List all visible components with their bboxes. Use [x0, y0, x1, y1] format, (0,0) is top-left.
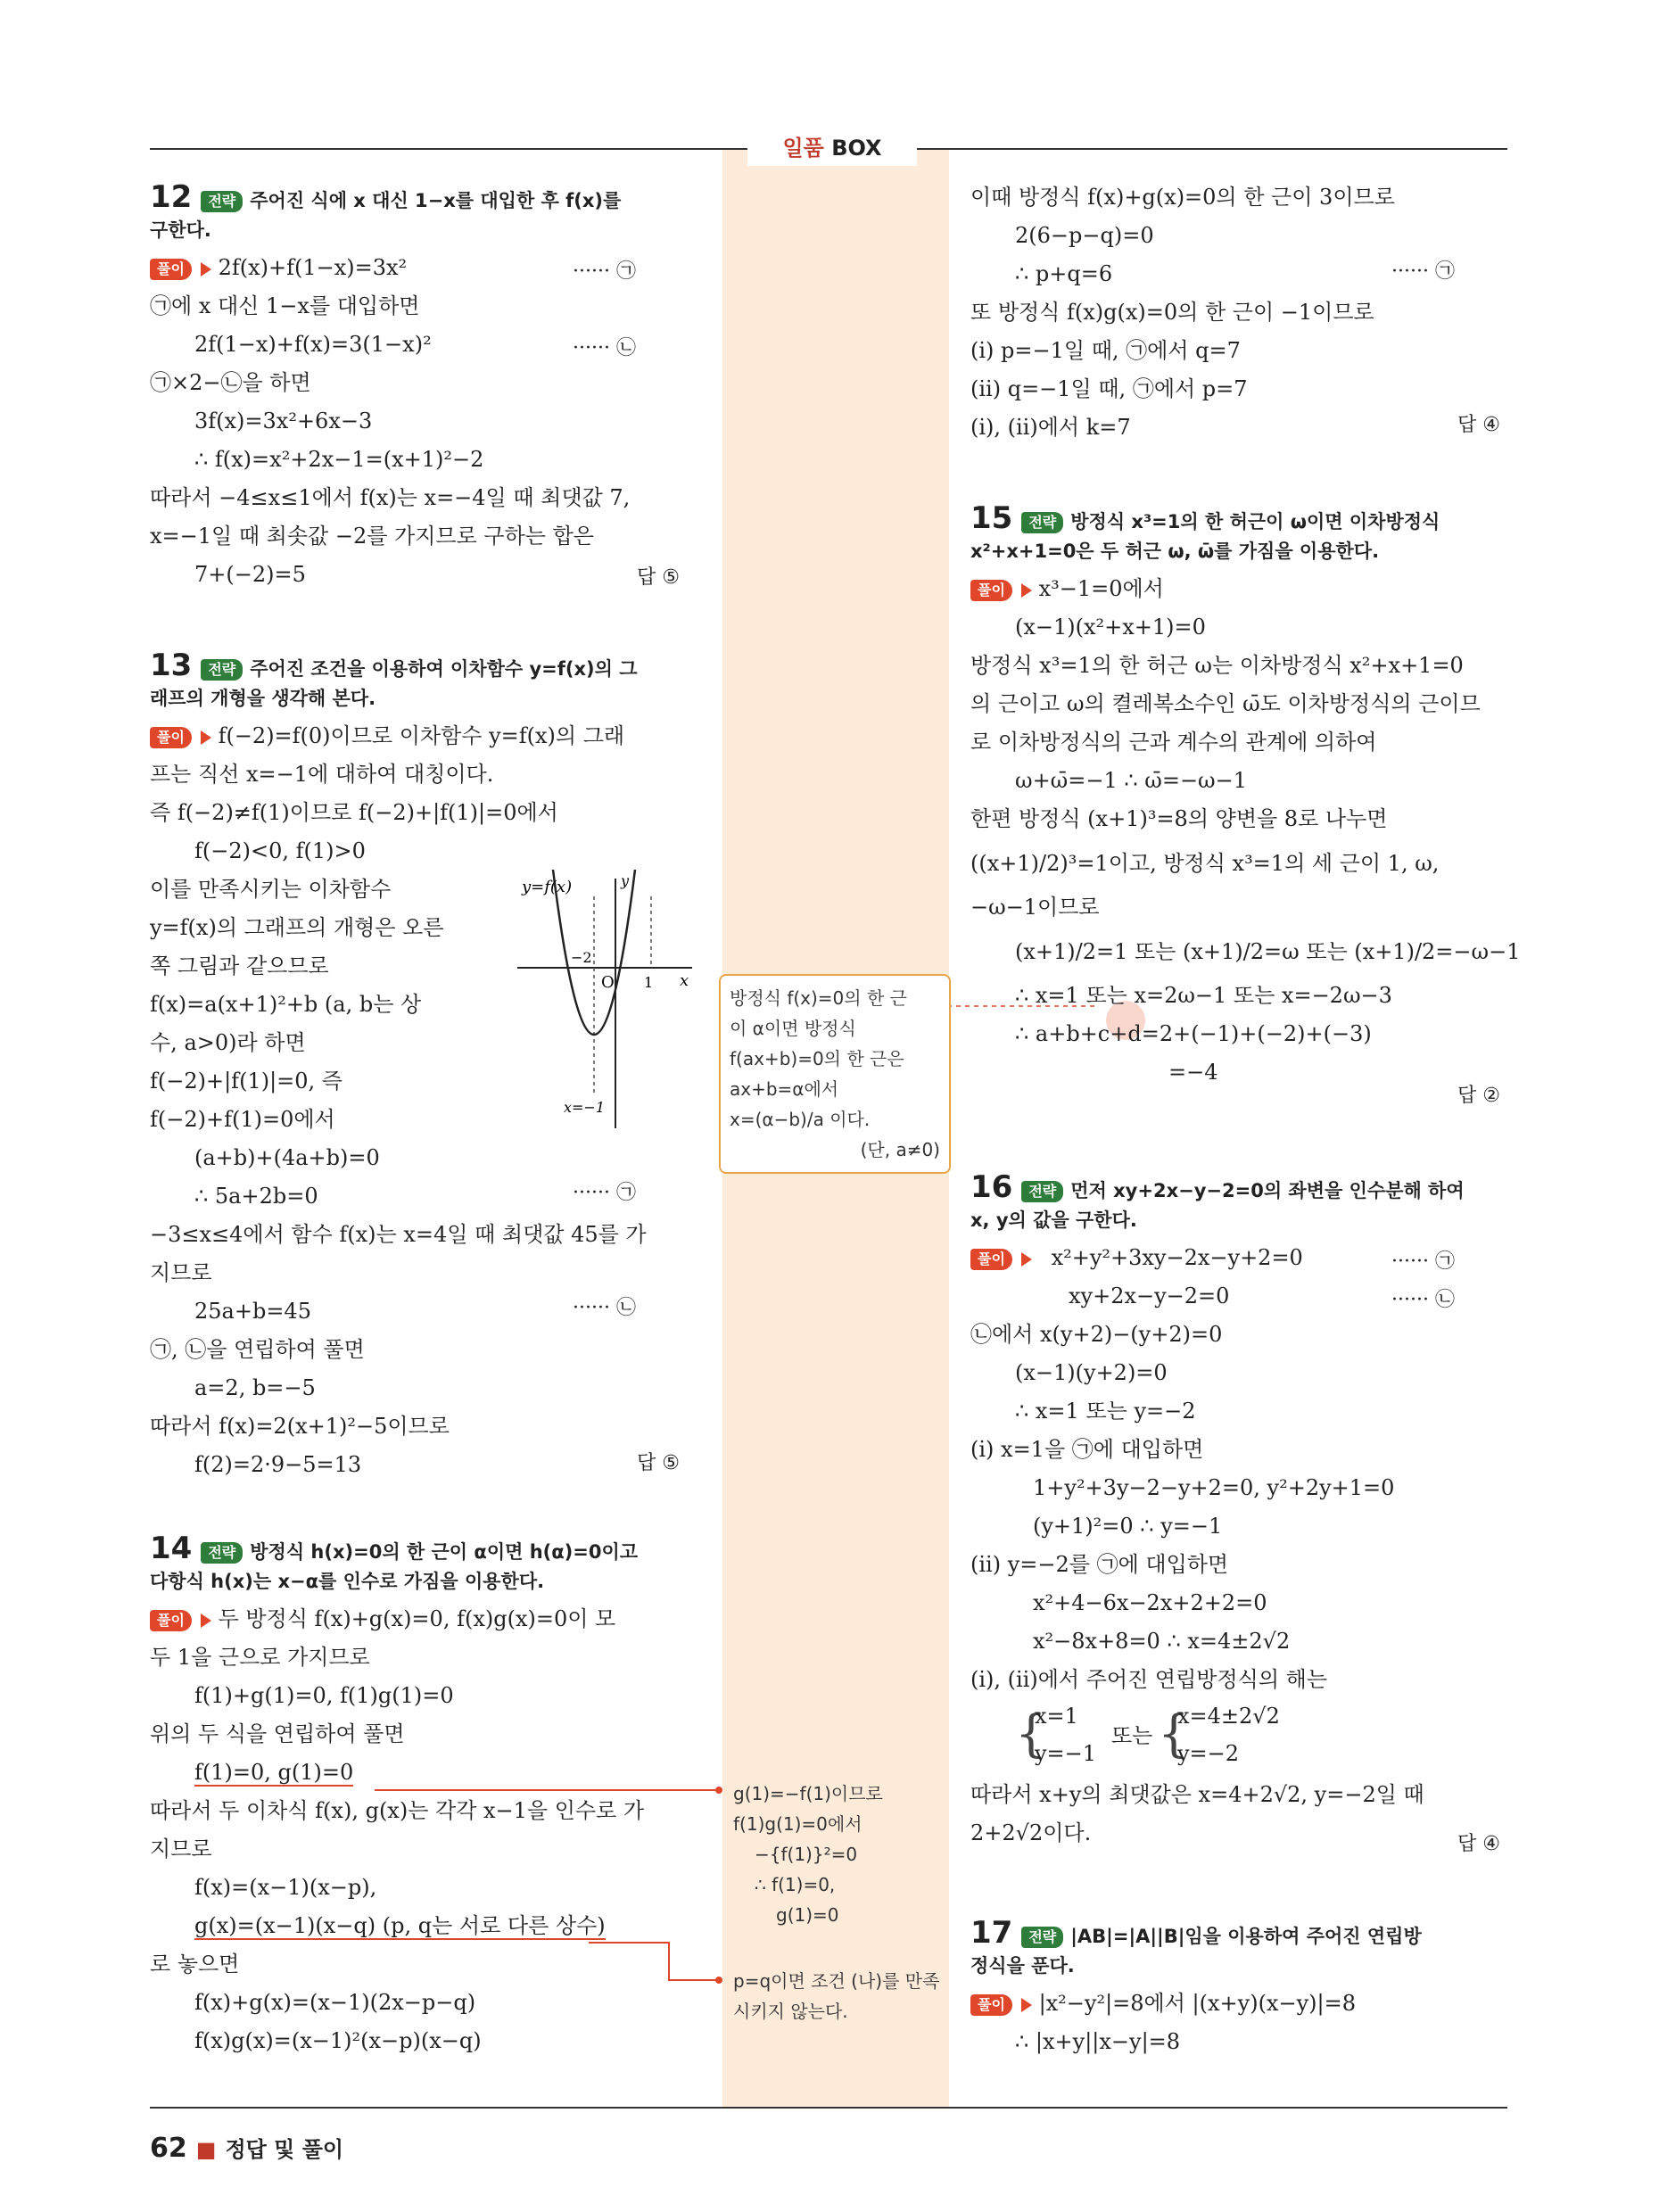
strategy-tag: 전략 — [1021, 1181, 1063, 1202]
tick-neg2: −2 — [571, 949, 592, 966]
strategy-tag: 전략 — [1021, 512, 1063, 533]
mark-12-a: ······ ㉠ — [573, 260, 636, 283]
note-3: p=q이면 조건 (나)를 만족 시키지 않는다. — [733, 1970, 940, 2022]
solution-tag: 풀이 — [970, 580, 1012, 601]
right-column-top: 이때 방정식 f(x)+g(x)=0의 한 근이 3이므로 2(6−p−q)=0 ∴ p+q=6 또 방정식 f(x)g(x)=0의 한 근이 −1이므로 (ⅰ) p=−1일 때, ㉠에서 q=7 (ⅱ) q=−1일 때, ㉠에서 p=7 (ⅰ), (ⅱ)에서 k=7 — [970, 185, 1395, 440]
mark-16-b: ······ ㉡ — [1391, 1289, 1455, 1311]
underlined-result: f(1)=0, g(1)=0 — [194, 1760, 354, 1785]
answer-16: 답 ④ — [1457, 1833, 1500, 1855]
solution-tag: 풀이 — [150, 727, 192, 748]
arrow-icon — [1021, 1252, 1032, 1267]
problem-14: 14 전략 방정식 h(x)=0의 한 근이 α이면 h(α)=0이고 다항식 h(x)는 x−α를 인수로 가짐을 이용한다. 풀이 두 방정식 f(x)+g(x)=0, f(x)g(x)=0이 모 두 1을 근으로 가지므로 f(1)+g(1)=0, f(1)g(1)=0 위의 두 식을 연립하여 풀면 f(1)=0, g(1)=0 따라서 두 이차식 f(x), g(x)는 각각 x−1을 인수로 가 지므로 f(x)=(x−1)(x−p), g(x)=(x−1)(x−q) (p, q는 서로 다른 상수) 로 놓으면 f(x)+g(x)=(x−1)(2x−p−q) f(x)g(x)=(x−1)²(x−p)(x−q) — [150, 1531, 645, 2053]
strategy-tag: 전략 — [1021, 1927, 1063, 1948]
solution-tag: 풀이 — [970, 1994, 1012, 2016]
bottom-rule — [150, 2107, 1507, 2109]
note-box-1: 방정식 f(x)=0의 한 근 이 α이면 방정식 f(ax+b)=0의 한 근은 ax+b=α에서 x=(α−b)/a 이다. (단, a≠0) — [719, 974, 951, 1174]
symmetry-label: x=−1 — [564, 1099, 606, 1116]
section-name: 정답 및 풀이 — [225, 2137, 344, 2162]
answer-14: 답 ④ — [1457, 414, 1500, 436]
problem-12-head: 12 전략 주어진 식에 x 대신 1−x를 대입한 후 f(x)를 — [150, 179, 622, 215]
y-axis-label: y — [621, 872, 630, 889]
answer-13: 답 ⑤ — [637, 1452, 680, 1474]
tick-1: 1 — [644, 974, 654, 991]
mark-13-b: ······ ㉡ — [573, 1297, 636, 1319]
strategy-tag: 전략 — [201, 191, 243, 212]
answer-12: 답 ⑤ — [637, 566, 680, 589]
solution-tag: 풀이 — [150, 259, 192, 280]
note-2: g(1)=−f(1)이므로 f(1)g(1)=0에서 −{f(1)}²=0 ∴ f(1)=0, g(1)=0 — [733, 1783, 883, 1926]
answer-15: 답 ② — [1457, 1085, 1500, 1107]
mark-12-b: ······ ㉡ — [573, 337, 636, 359]
page-number: 62 — [150, 2133, 187, 2164]
solution-tag: 풀이 — [970, 1249, 1012, 1270]
problem-15: 15 전략 방정식 x³=1의 한 허근이 ω이면 이차방정식 x²+x+1=0은 두 허근 ω, ω̄를 가짐을 이용한다. 풀이 x³−1=0에서 (x−1)(x²+x+1)=0 방정식 x³=1의 한 허근 ω는 이차방정식 x²+x+1=0 의 근이고 ω의 켤레복소수인 ω̄도 이차방정식의 근이므 로 이차방정식의 근과 계수의 관계에 의하여 ω+ω̄=−1 ∴ ω̄=−ω−1 한편 방정식 (x+1)³=8의 양변을 8로 나누면 ((x+1)/2)³=1이고, 방정식 x³=1의 세 근이 1, ω, −ω−1이므로 (x+1)/2=1 또는 (x+1)/2=ω 또는 (x+1)/2=−ω−1 ∴ x=1 또는 x=2ω−1 또는 x=−2ω−3 ∴ a+b+c+d=2+(−1)+(−2)+(−3) =−4 — [970, 500, 1521, 1085]
box-title: 일품 BOX — [747, 130, 917, 166]
solution-tag: 풀이 — [150, 1610, 192, 1631]
strategy-tag: 전략 — [201, 1542, 243, 1564]
strategy-tag: 전략 — [201, 659, 243, 681]
underlined-condition: g(x)=(x−1)(x−q) (p, q는 서로 다른 상수) — [194, 1913, 606, 1938]
x-axis-label: x — [680, 971, 689, 990]
mark-14-a: ······ ㉠ — [1391, 260, 1455, 283]
problem-17: 17 전략 |AB|=|A||B|임을 이용하여 주어진 연립방 정식을 푼다. 풀이 |x²−y²|=8에서 |(x+y)(x−y)|=8 ∴ |x+y||x−y|=8 — [970, 1915, 1422, 2054]
left-column: 12 전략 주어진 식에 x 대신 1−x를 대입한 후 f(x)를 구한다. 풀이 2f(x)+f(1−x)=3x² ㉠에 x 대신 1−x를 대입하면 2f(1−x)+f(x)=3(1−x)² ㉠×2−㉡을 하면 3f(x)=3x²+6x−3 ∴ f(x)=x²+2x−1=(x+1)²−2 따라서 −4≤x≤1에서 f(x)는 x=−4일 때 최댓값 7, x=−1일 때 최솟값 −2를 가지므로 구하는 합은 7+(−2)=5 — [150, 178, 703, 594]
origin-label: O — [601, 973, 615, 992]
mark-13-a: ······ ㉠ — [573, 1182, 636, 1204]
mark-16-a: ······ ㉠ — [1391, 1250, 1455, 1273]
arrow-icon — [1021, 583, 1032, 598]
problem-16: 16 전략 먼저 xy+2x−y−2=0의 좌변을 인수분해 하여 x, y의 값을 구한다. 풀이 x²+y²+3xy−2x−y+2=0 xy+2x−y−2=0 ㉡에서 x(y+2)−(y+2)=0 (x−1)(y+2)=0 ∴ x=1 또는 y=−2 (ⅰ) x=1을 ㉠에 대입하면 1+y²+3y−2−y+2=0, y²+2y+1=0 (y+1)²=0 ∴ y=−1 (ⅱ) y=−2를 ㉠에 대입하면 x²+4−6x−2x+2+2=0 x²−8x+8=0 ∴ x=4±2√2 (ⅰ), (ⅱ)에서 주어진 연립방정식의 해는 { x=1 y=−1 또는 { x=4±2√2 y=−2 따라서 x+y의 최댓값은 x=4+2√2, y=−2일 때 2+2√2이다. — [970, 1169, 1465, 1845]
graph-label: y=f(x) — [522, 878, 573, 896]
problem-13: 13 전략 주어진 조건을 이용하여 이차함수 y=f(x)의 그 래프의 개형을 생각해 본다. 풀이 f(−2)=f(0)이므로 이차함수 y=f(x)의 그래 프는 직선 x=−1에 대하여 대칭이다. 즉 f(−2)≠f(1)이므로 f(−2)+|f(1)|=0에서 f(−2)<0, f(1)>0 이를 만족시키는 이차함수 y=f(x)의 그래프의 개형은 오른 쪽 그림과 같으므로 f(x)=a(x+1)²+b (a, b는 상 수, a>0)라 하면 f(−2)+|f(1)|=0, 즉 f(−2)+f(1)=0에서 (a+b)+(4a+b)=0 ∴ 5a+2b=0 −3≤x≤4에서 함수 f(x)는 x=4일 때 최댓값 45를 가 지므로 25a+b=45 ㉠, ㉡을 연립하여 풀면 a=2, b=−5 따라서 f(x)=2(x+1)²−5이므로 f(2)=2·9−5=13 — [150, 648, 647, 1477]
arrow-icon — [1021, 1998, 1032, 2012]
page-footer: 62 ■ 정답 및 풀이 — [150, 2133, 344, 2164]
